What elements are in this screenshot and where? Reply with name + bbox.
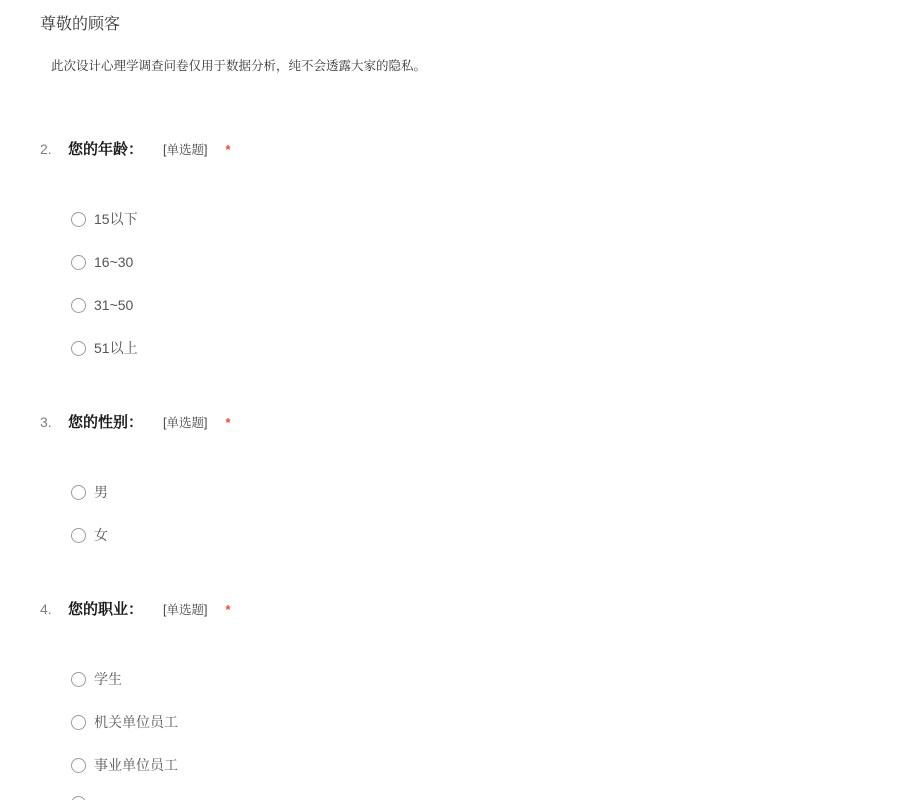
radio-option[interactable] [71,525,900,545]
required-asterisk: * [225,415,231,430]
question-type-tag: [单选题] [163,603,208,617]
radio-option-label[interactable]: 15以下 [94,211,138,227]
radio-option-label[interactable]: 事业单位员工 [94,757,178,773]
radio-button-icon[interactable] [71,672,86,687]
radio-option-label[interactable]: 女 [94,527,108,543]
question-number: 3. [40,414,52,430]
radio-option[interactable] [71,669,900,689]
radio-option[interactable] [71,209,900,229]
question-list [0,139,900,800]
radio-option[interactable] [71,338,900,358]
question-header [40,139,900,159]
radio-option[interactable] [71,482,900,502]
question-block [0,139,900,358]
radio-button-icon[interactable] [71,255,86,270]
options [0,209,900,358]
radio-option[interactable] [71,793,900,800]
question-header [40,412,900,432]
question-type-tag: [单选题] [163,143,208,157]
radio-button-icon[interactable] [71,796,86,800]
options [0,482,900,545]
page-title: 尊敬的顾客 [40,16,121,33]
radio-button-icon[interactable] [71,341,86,356]
required-asterisk: * [225,602,231,617]
question-title: 您的性别： [68,414,144,431]
question-header [40,599,900,619]
radio-option[interactable] [71,712,900,732]
radio-option-label[interactable]: 31~50 [94,297,134,313]
radio-button-icon[interactable] [71,528,86,543]
question-number: 4. [40,601,52,617]
radio-option-label[interactable]: 51以上 [94,340,138,356]
radio-option-label[interactable]: 机关单位员工 [94,714,178,730]
question-title: 您的年龄： [68,141,144,158]
radio-option-label[interactable]: 学生 [94,671,122,687]
radio-option[interactable] [71,755,900,775]
radio-button-icon[interactable] [71,298,86,313]
radio-option[interactable] [71,252,900,272]
question-block [0,412,900,545]
question-title: 您的职业： [68,601,144,618]
question-block [0,599,900,800]
radio-button-icon[interactable] [71,758,86,773]
radio-button-icon[interactable] [71,485,86,500]
question-type-tag: [单选题] [163,416,208,430]
options [0,669,900,800]
question-number: 2. [40,141,52,157]
radio-button-icon[interactable] [71,715,86,730]
required-asterisk: * [225,142,231,157]
radio-option-label[interactable]: 16~30 [94,254,134,270]
survey-description: 此次设计心理学调查问卷仅用于数据分析，纯不会透露大家的隐私。 [51,59,427,73]
radio-option-label[interactable]: 男 [94,484,108,500]
radio-button-icon[interactable] [71,212,86,227]
radio-option[interactable] [71,295,900,315]
